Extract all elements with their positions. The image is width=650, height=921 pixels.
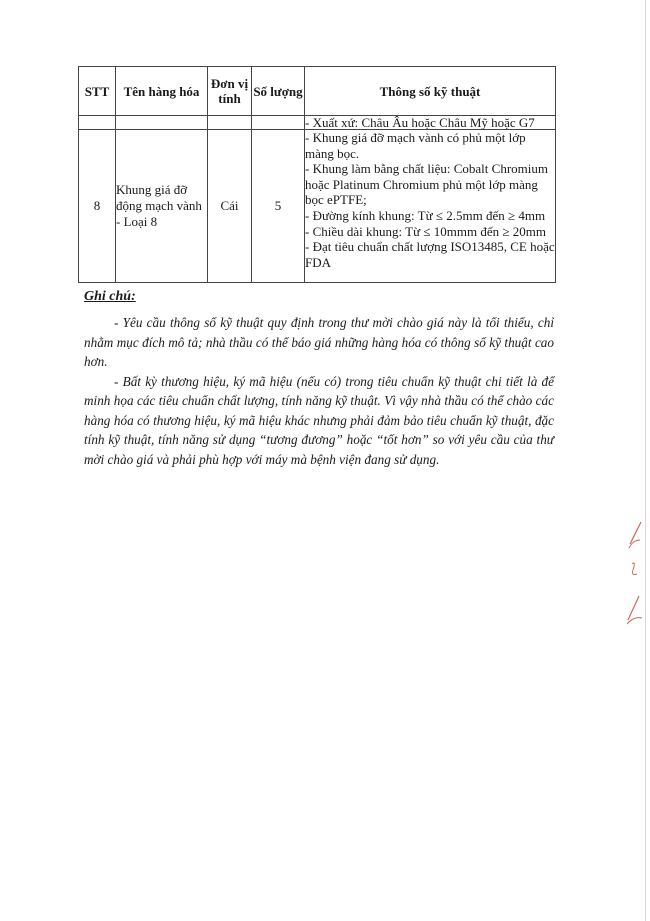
continuation-spec: - Xuất xứ: Châu Âu hoặc Châu Mỹ hoặc G7 — [305, 116, 556, 130]
note-paragraph: - Yêu cầu thông số kỹ thuật quy định trong thư mời chào giá này là tối thiểu, chỉ nhằm mục đích mô tả; nhà thầu có thể báo giá những hàng hóa có thông số kỹ thuật cao hơn. — [84, 315, 554, 369]
spec-line: - Khung giá đỡ mạch vành có phủ một lớp màng bọc. — [305, 130, 526, 161]
table-header-row — [79, 67, 556, 116]
item-unit: Cái — [208, 130, 252, 283]
header-unit: Đơn vị tính — [208, 67, 252, 116]
spec-line: - Đạt tiêu chuẩn chất lượng ISO13485, CE hoặc FDA — [305, 239, 555, 270]
spec-line: - Khung làm bằng chất liệu: Cobalt Chromium hoặc Platinum Chromium phủ một lớp màng bọc ePTFE; — [305, 161, 548, 208]
spec-line: - Đường kính khung: Từ ≤ 2.5mm đến ≥ 4mm — [305, 207, 546, 223]
table-row — [79, 130, 556, 283]
item-name: Khung giá đỡ động mạch vành - Loại 8 — [116, 130, 208, 283]
header-stt: STT — [79, 67, 116, 116]
page-edge — [645, 0, 646, 921]
item-spec — [305, 130, 556, 283]
header-name: Tên hàng hóa — [116, 67, 208, 116]
spec-table — [78, 66, 556, 283]
header-qty: Số lượng — [252, 67, 305, 116]
table-row-continuation — [79, 116, 556, 130]
note-paragraph: - Bất kỳ thương hiệu, ký mã hiệu (nếu có) trong tiêu chuẩn kỹ thuật chi tiết là để minh họa các tiêu chuẩn chất lượng, tính năng kỹ thuật. Vì vậy nhà thầu có thể chào các hàng hóa có thương hiệu, ký mã hiệu khác nhưng phải đảm bảo tiêu chuẩn kỹ thuật, đặc tính kỹ thuật, tính năng sử dụng “tương đương” hoặc “tốt hơn” so với yêu cầu của thư mời chào giá và phải phù hợp với máy mà bệnh viện đang sử dụng. — [84, 373, 554, 467]
spec-line: - Chiều dài khung: Từ ≤ 10mmm đến ≥ 20mm — [305, 223, 546, 239]
notes-section — [84, 289, 554, 469]
item-qty: 5 — [252, 130, 305, 283]
item-stt: 8 — [79, 130, 116, 283]
handwritten-margin-mark — [624, 520, 646, 630]
notes-title: Ghi chú: — [84, 289, 136, 304]
header-spec: Thông số kỹ thuật — [305, 67, 556, 116]
